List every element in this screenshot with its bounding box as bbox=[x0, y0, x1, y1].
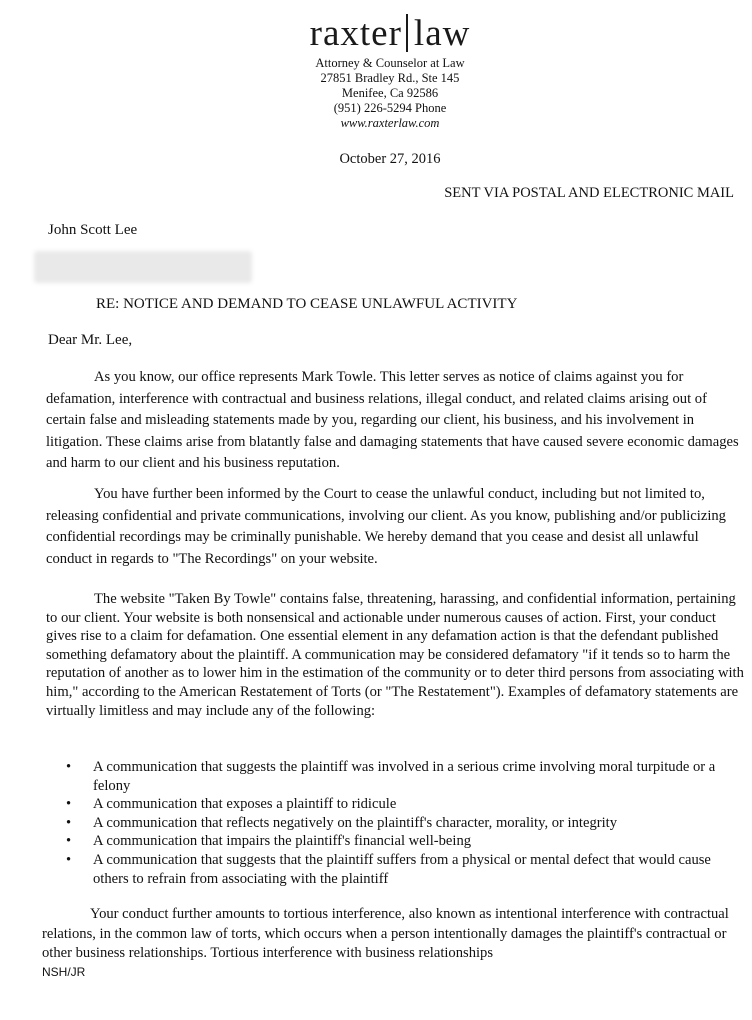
redacted-address bbox=[34, 251, 252, 283]
list-item-text: A communication that impairs the plaintiff's financial well-being bbox=[93, 833, 472, 850]
list-item bbox=[46, 758, 746, 795]
paragraph-1 bbox=[46, 367, 746, 475]
firm-address-line-2: Menifee, Ca 92586 bbox=[341, 86, 439, 100]
bullet-icon: • bbox=[66, 814, 72, 831]
logo-divider bbox=[406, 14, 408, 52]
bullet-icon: • bbox=[66, 833, 72, 850]
bullet-icon: • bbox=[66, 796, 72, 813]
firm-phone: (951) 226-5294 Phone bbox=[333, 101, 447, 115]
recipient-name: John Scott Lee bbox=[48, 222, 138, 238]
list-item-text: A communication that exposes a plaintiff to ridicule bbox=[93, 796, 397, 813]
paragraph-2-text: You have further been informed by the Court to cease the unlawful conduct, including but not limited to, releasing confidential and private communications, involving our client. As you know, publishing and/or publicizing confidential recordings may be criminally punishable. We hereby demand that you cease and desist all unlawful conduct in regards to "The Recordings" on your website. bbox=[46, 486, 726, 567]
delivery-method: SENT VIA POSTAL AND ELECTRONIC MAIL bbox=[444, 185, 734, 201]
bullet-icon: • bbox=[66, 759, 72, 775]
paragraph-4 bbox=[42, 905, 750, 964]
list-item bbox=[46, 832, 746, 851]
paragraph-3-text: The website "Taken By Towle" contains false, threatening, harassing, and confidential information, pertaining to our client. Your website is both nonsensical and actionable under numerous causes of action. First, your conduct gives rise to a claim for defamation. One essential element in any defamation action is that the defendant published something defamatory about the plaintiff. A communication may be considered defamatory "if it tends so to harm the reputation of another as to lower him in the estimation of the community or to deter third persons from associating with him," according to the American Restatement of Torts (or "The Restatement"). Examples of defamatory statements are virtually limitless and may include any of the following: bbox=[46, 591, 744, 719]
paragraph-3 bbox=[46, 590, 746, 720]
firm-address-line-1: 27851 Bradley Rd., Ste 145 bbox=[320, 71, 460, 85]
paragraph-4-text: Your conduct further amounts to tortious interference, also known as intentional interference with contractual relations, in the common law of torts, which occurs when a person intentionally damages the plaintiff's contractual or other business relationships. Tortious interference with business relationships bbox=[42, 906, 729, 962]
list-item-text: A communication that suggests the plaintiff was involved in a serious crime involving moral turpitude or a felony bbox=[93, 759, 716, 794]
paragraph-1-text: As you know, our office represents Mark Towle. This letter serves as notice of claims against you for defamation, interference with contractual and business relations, illegal conduct, and related claims arising out of certain false and misleading statements made by you, regarding our client, his business, and his involvement in litigation. These claims arise from blatantly false and damaging statements that have caused severe economic damages and harm to our client and his business reputation. bbox=[46, 369, 739, 471]
list-item bbox=[46, 814, 746, 833]
salutation: Dear Mr. Lee, bbox=[48, 332, 133, 348]
logo-text-left: raxter bbox=[309, 13, 402, 54]
paragraph-2 bbox=[46, 484, 746, 570]
letter-date: October 27, 2016 bbox=[339, 151, 441, 167]
defamation-examples-list bbox=[46, 758, 746, 888]
list-item bbox=[46, 851, 746, 888]
typist-initials: NSH/JR bbox=[42, 965, 86, 979]
firm-title: Attorney & Counselor at Law bbox=[315, 56, 465, 70]
letterhead bbox=[0, 14, 752, 131]
subject-line: RE: NOTICE AND DEMAND TO CEASE UNLAWFUL ACTIVITY bbox=[96, 296, 518, 312]
firm-website: www.raxterlaw.com bbox=[340, 116, 440, 130]
firm-contact bbox=[0, 56, 752, 131]
list-item-text: A communication that reflects negatively on the plaintiff's character, morality, or integrity bbox=[93, 814, 618, 831]
firm-logo bbox=[0, 14, 752, 54]
logo-text-right: law bbox=[413, 13, 471, 54]
list-item bbox=[46, 795, 746, 814]
bullet-icon: • bbox=[66, 851, 72, 868]
list-item-text: A communication that suggests that the plaintiff suffers from a physical or mental defect that would cause others to refrain from associating with the plaintiff bbox=[93, 851, 711, 887]
